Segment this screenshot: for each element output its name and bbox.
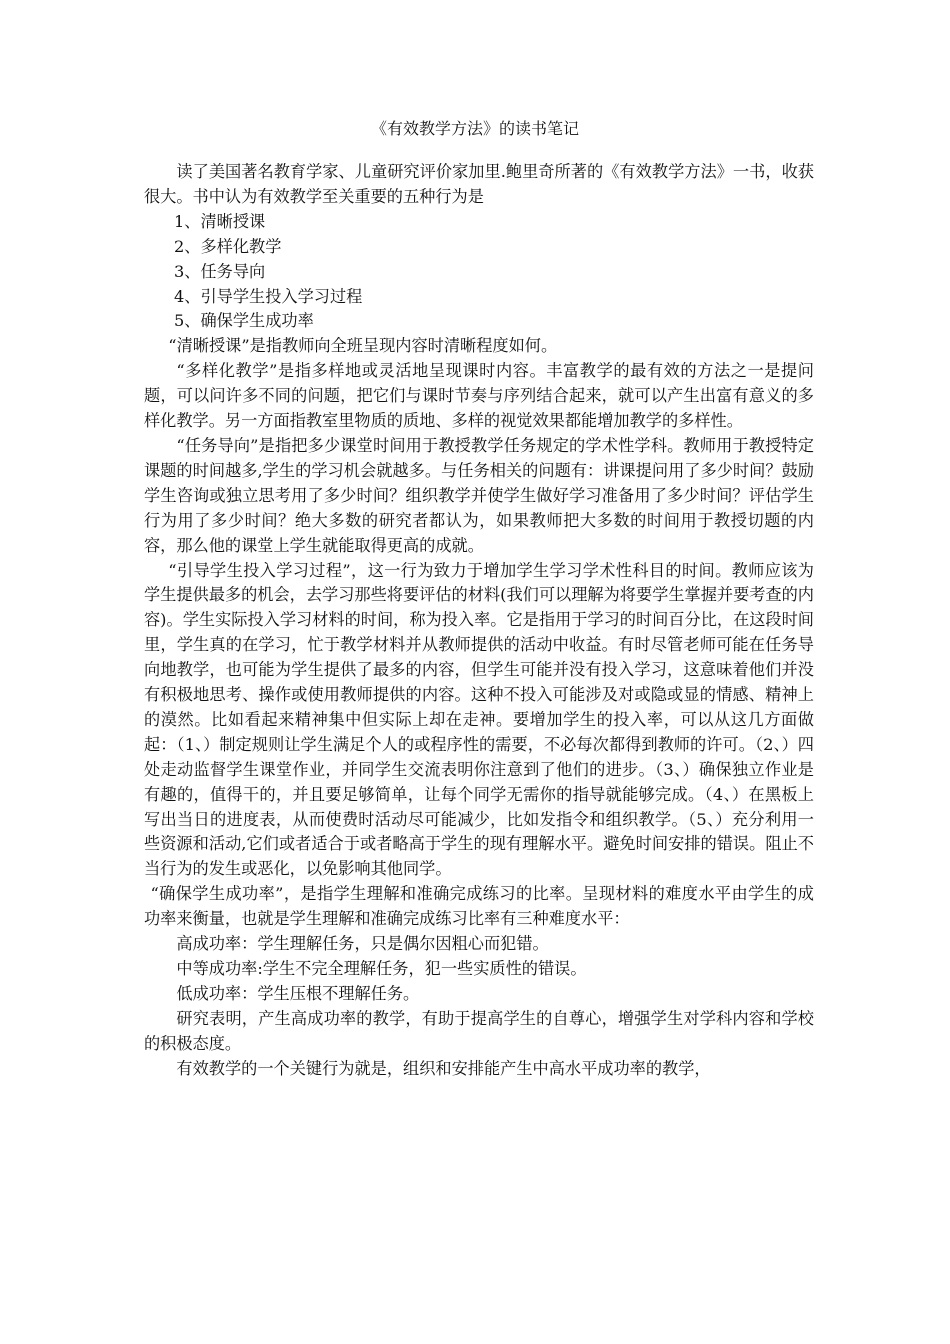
paragraph: 低成功率：学生压根不理解任务。 <box>176 983 420 1003</box>
list-item: 3、任务导向 <box>174 261 266 281</box>
paragraph: 中等成功率:学生不完全理解任务，犯一些实质性的错误。 <box>176 959 587 978</box>
list-item: 1、清晰授课 <box>174 211 266 231</box>
paragraph: “多样化教学”是指多样地或灵活地呈现课时内容。丰富教学的最有效的方法之一是提问题，可以问许多不同的问题，把它们与课时节奏与序列结合起来，就可以产生出富有意义的多样化教学。另一方面指教室里物质的质地、多样的视觉效果都能增加教学的多样性。 <box>144 361 814 431</box>
paragraph: “任务导向”是指把多少课堂时间用于教授教学任务规定的学术性学科。教师用于教授特定课题的时间越多,学生的学习机会就越多。与任务相关的问题有：讲课提问用了多少时间？鼓励学生咨询或独立思考用了多少时间？组织教学并使学生做好学习准备用了多少时间？评估学生行为用了多少时间？绝大多数的研究者都认为，如果教师把大多数的时间用于教授切题的内容，那么他的课堂上学生就能取得更高的成就。 <box>144 435 814 555</box>
paragraph: 有效教学的一个关键行为就是，组织和安排能产生中高水平成功率的教学， <box>176 1058 711 1078</box>
paragraph: “清晰授课”是指教师向全班呈现内容时清晰程度如何。 <box>168 336 558 356</box>
paragraph: 读了美国著名教育学家、儿童研究评价家加里.鲍里奇所著的《有效教学方法》一书，收获很大。书中认为有效教学至关重要的五种行为是 <box>144 162 814 206</box>
paragraph: “引导学生投入学习过程”，这一行为致力于增加学生学习学术性科目的时间。教师应该为学生提供最多的机会，去学习那些将要评估的材料(我们可以理解为将要学生掌握并要考查的内容)。学生实际投入学习材料的时间，称为投入率。它是指用于学习的时间百分比，在这段时间里，学生真的在学习，忙于教学材料并从教师提供的活动中收益。有时尽管老师可能在任务导向地教学，也可能为学生提供了最多的内容，但学生可能并没有投入学习，这意味着他们并没有积极地思考、操作或使用教师提供的内容。这种不投入可能涉及对或隐或显的情感、精神上的漠然。比如看起来精神集中但实际上却在走神。要增加学生的投入率，可以从这几方面做起：（1、）制定规则让学生满足个人的或程序性的需要，不必每次都得到教师的许可。（2、）四处走动监督学生课堂作业，并同学生交流表明你注意到了他们的进步。（3、）确保独立作业是有趣的，值得干的，并且要足够简单，让每个同学无需你的指导就能够完成。（4、）在黑板上写出当日的进度表，从而使费时活动尽可能减少，比如发指令和组织教学。（5、）充分利用一些资源和活动,它们或者适合于或者略高于学生的现有理解水平。避免时间安排的错误。阻止不当行为的发生或恶化，以免影响其他同学。 <box>144 560 814 879</box>
paragraph: 研究表明，产生高成功率的教学，有助于提高学生的自尊心，增强学生对学科内容和学校的积极态度。 <box>144 1008 814 1053</box>
paragraph: “确保学生成功率”，是指学生理解和准确完成练习的比率。呈现材料的难度水平由学生的成功率来衡量，也就是学生理解和准确完成练习比率有三种难度水平： <box>144 884 814 929</box>
list-item: 2、多样化教学 <box>174 236 282 256</box>
list-item: 5、确保学生成功率 <box>174 311 314 331</box>
paragraph: 高成功率：学生理解任务，只是偶尔因粗心而犯错。 <box>176 934 549 954</box>
document-title: 《有效教学方法》的读书笔记 <box>370 119 579 138</box>
list-item: 4、引导学生投入学习过程 <box>174 286 363 306</box>
document-body <box>144 160 814 1082</box>
